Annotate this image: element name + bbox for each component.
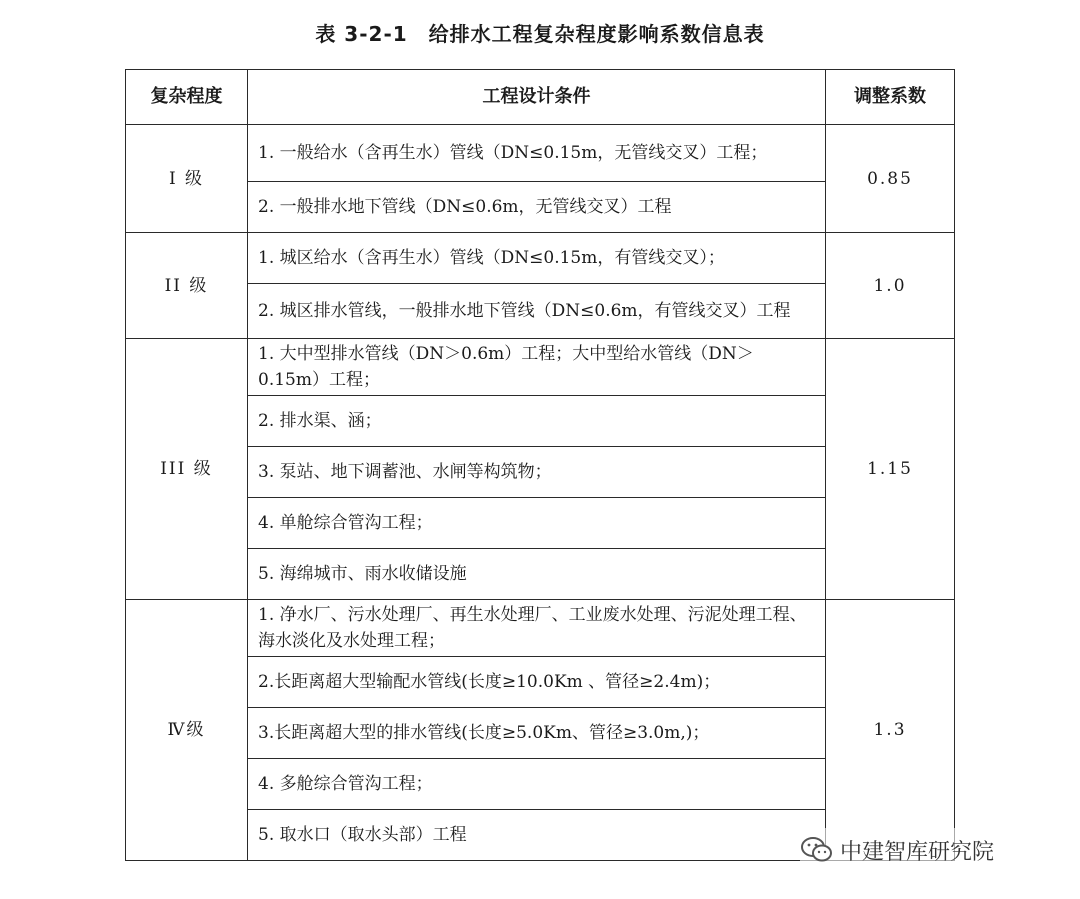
condition-cell: 4. 多舱综合管沟工程；: [248, 759, 826, 810]
condition-cell: 2.长距离超大型输配水管线(长度≥10.0Km 、管径≥2.4m)；: [248, 657, 826, 708]
header-coefficient: 调整系数: [826, 70, 955, 125]
condition-cell: 1. 净水厂、污水处理厂、再生水处理厂、工业废水处理、污泥处理工程、海水淡化及水处理工程；: [248, 600, 826, 657]
coefficient-cell: 1.3: [826, 600, 955, 861]
wechat-icon: [800, 835, 834, 865]
table-row: [126, 125, 955, 182]
level-cell: Ⅳ级: [126, 600, 248, 861]
condition-cell: 5. 海绵城市、雨水收储设施: [248, 549, 826, 600]
table-row: [126, 233, 955, 284]
condition-cell: 1. 一般给水（含再生水）管线（DN≤0.15m，无管线交叉）工程；: [248, 125, 826, 182]
condition-cell: 1. 大中型排水管线（DN＞0.6m）工程；大中型给水管线（DN＞0.15m）工程；: [248, 339, 826, 396]
watermark: [800, 828, 994, 872]
condition-cell: 1. 城区给水（含再生水）管线（DN≤0.15m，有管线交叉）；: [248, 233, 826, 284]
coefficient-cell: 1.0: [826, 233, 955, 339]
condition-cell: 3.长距离超大型的排水管线(长度≥5.0Km、管径≥3.0m,)；: [248, 708, 826, 759]
complexity-table: [125, 69, 955, 861]
coefficient-cell: 0.85: [826, 125, 955, 233]
condition-cell: 4. 单舱综合管沟工程；: [248, 498, 826, 549]
watermark-text: 中建智库研究院: [840, 839, 995, 865]
level-cell: II 级: [126, 233, 248, 339]
level-cell: I 级: [126, 125, 248, 233]
condition-cell: 2. 一般排水地下管线（DN≤0.6m，无管线交叉）工程: [248, 182, 826, 233]
header-conditions: 工程设计条件: [248, 70, 826, 125]
condition-cell: 3. 泵站、地下调蓄池、水闸等构筑物；: [248, 447, 826, 498]
condition-cell: 2. 城区排水管线，一般排水地下管线（DN≤0.6m，有管线交叉）工程: [248, 284, 826, 339]
level-cell: III 级: [126, 339, 248, 600]
condition-cell: 5. 取水口（取水头部）工程: [248, 810, 826, 861]
coefficient-cell: 1.15: [826, 339, 955, 600]
table-row: [126, 600, 955, 657]
table-title: 表 3-2-1 给排水工程复杂程度影响系数信息表: [315, 22, 765, 46]
table-row: [126, 339, 955, 396]
header-level: 复杂程度: [126, 70, 248, 125]
table-header-row: [126, 70, 955, 125]
condition-cell: 2. 排水渠、涵；: [248, 396, 826, 447]
